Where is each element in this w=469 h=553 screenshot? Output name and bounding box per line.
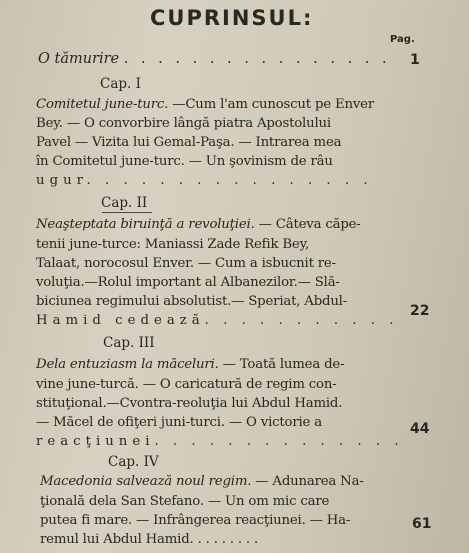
chapter-3-page-number: 44 [410, 421, 430, 437]
chapter-4-line-4: remul lui Abdul Hamid. . . . . . . . . [40, 532, 258, 547]
toc-entry-intro [38, 51, 391, 67]
chapter-2-line-6: Hamid cedează. . . . . . . . . . . [36, 313, 399, 328]
chapter-4-line-1: Macedonia salvează noul regim. — Adunarea Na- [40, 474, 364, 489]
page-title: CUPRINSUL: [150, 6, 314, 30]
chapter-4-title: Macedonia salvează noul regim. [40, 474, 252, 489]
chapter-1-line-4: în Comitetul june-turc. — Un şovinism de râu [36, 154, 333, 169]
intro-title: O tămurire [38, 51, 120, 67]
chapter-2-page-number: 22 [410, 303, 430, 319]
chapter-2-line-3: Talaat, norocosul Enver. — Cum a isbucnit re- [36, 256, 336, 271]
page-column-header: Pag. [390, 34, 415, 45]
underline [102, 212, 152, 213]
chapter-2-title: Neaşteptata biruinţă a revoluţiei. [36, 217, 255, 232]
chapter-1-line-2: Bey. — O convorbire lângă piatra Apostolului [36, 116, 331, 131]
chapter-1-line-1: Comitetul june-turc. —Cum l'am cunoscut pe Enver [36, 97, 374, 112]
intro-leader: . . . . . . . . . . . . . . . . [123, 51, 391, 67]
chapter-3-line-2: vine june-turcă. — O caricatură de regim con- [36, 377, 337, 392]
chapter-4-heading: Cap. IV [108, 454, 159, 470]
chapter-1-line-3: Pavel — Vizita lui Gemal-Paşa. — Intrarea mea [36, 135, 342, 150]
intro-page-number: 1 [410, 52, 420, 68]
chapter-1-heading: Cap. I [100, 76, 141, 92]
chapter-2-line-1: Neaşteptata biruinţă a revoluţiei. — Câteva căpe- [36, 217, 361, 232]
chapter-4-line-3: putea fi mare. — Infrângerea reacţiunei. — Ha- [40, 513, 351, 528]
chapter-3-heading: Cap. III [103, 335, 155, 351]
chapter-1-title: Comitetul june-turc. [36, 97, 169, 112]
chapter-2-heading: Cap. II [101, 195, 148, 211]
chapter-2-line-2: tenii june-turce: Maniassi Zade Refik Bey, [36, 237, 310, 252]
chapter-2-line-4: voluţia.—Rolul important al Albanezilor.— Slă- [36, 275, 340, 290]
chapter-3-line-3: stituţional.—Cvontra-reoluţia lui Abdul Hamid. [36, 396, 343, 411]
chapter-3-line-4: — Măcel de ofiţeri juni-turci. — O victorie a [36, 415, 322, 430]
chapter-3-line-5: reacţiunei. . . . . . . . . . . . . . [36, 434, 404, 449]
chapter-3-line-1: Dela entuziasm la măceluri. — Toată lumea de- [36, 357, 345, 372]
chapter-2-line-5: biciunea regimului absolutist.— Speriat, Abdul- [36, 294, 348, 309]
chapter-3-title: Dela entuziasm la măceluri. [36, 357, 219, 372]
chapter-1-line-5: ugur. . . . . . . . . . . . . . . . [36, 173, 373, 188]
chapter-4-page-number: 61 [412, 516, 432, 532]
chapter-4-line-2: ţională dela San Stefano. — Un om mic care [40, 494, 330, 509]
